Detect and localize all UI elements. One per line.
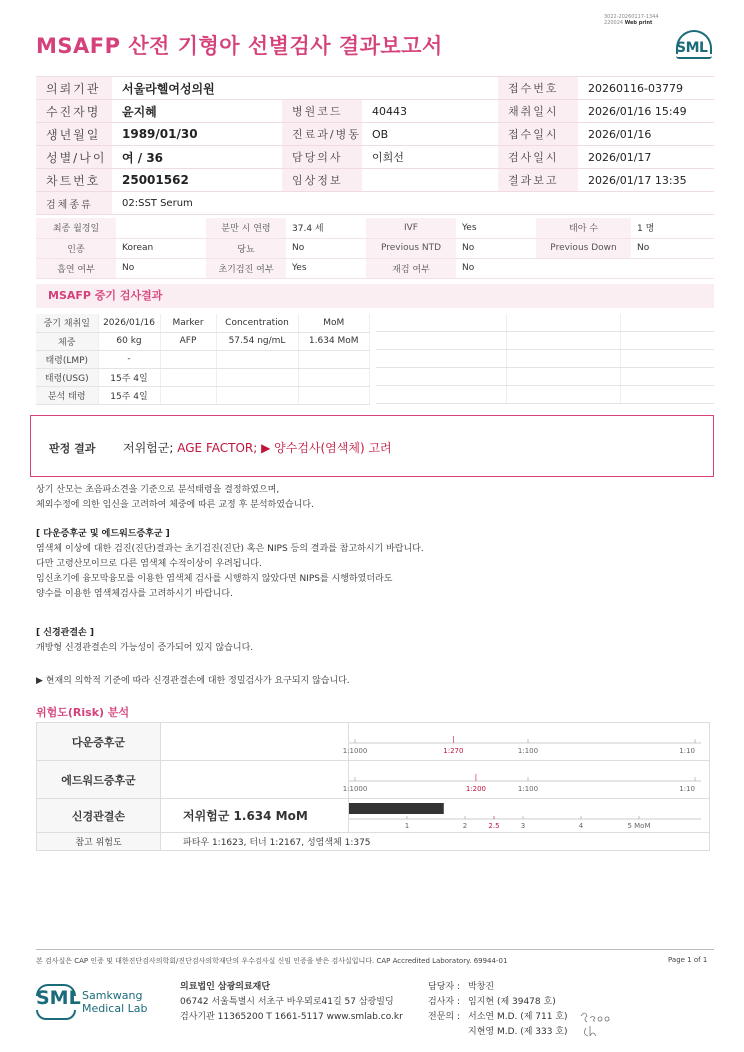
clinical-label: 초기검진 여부 — [206, 258, 286, 278]
specimen-row: 검체종류 02:SST Serum — [36, 192, 714, 215]
mid-cell — [298, 368, 370, 386]
clinical-label: 태아 수 — [536, 218, 631, 238]
risk-row-down: 다운증후군 1:1000 1:270 1:100 1:10 — [37, 723, 710, 761]
info-cell: 1989/01/30 — [112, 123, 282, 146]
clinical-label: 인종 — [36, 238, 116, 258]
staff-name: 박창진 — [468, 982, 495, 992]
mid-cell — [216, 350, 298, 368]
print-code: 3022-20260117-1344 220024 Web print — [604, 14, 659, 26]
clinical-value — [116, 218, 206, 238]
clinical-value: No — [456, 258, 536, 278]
mid-row — [36, 386, 370, 404]
scale-tick-label: 4 — [578, 822, 584, 830]
info-cell: 서울라헬여성의원 — [112, 77, 498, 100]
clinical-label: 재검 여부 — [366, 258, 456, 278]
mid-row — [36, 332, 370, 350]
mid-cell — [216, 386, 298, 404]
mid-cell — [298, 350, 370, 368]
risk-title: 위험도(Risk) 분석 — [36, 706, 130, 719]
clinical-label: Previous Down — [536, 238, 631, 258]
samkwang-logo-icon: SML Samkwang Medical Lab — [36, 984, 156, 1024]
risk-row-ntd: 신경관결손 저위험군 1.634 MoM 1 2 2.5 3 4 5 MoM — [37, 799, 710, 833]
info-cell: 생년월일 — [36, 123, 112, 146]
info-cell: 검사일시 — [498, 146, 578, 169]
clinical-value: 37.4 세 — [286, 218, 366, 238]
staff-line — [428, 995, 568, 1010]
mid-cell: 60 kg — [98, 332, 160, 350]
info-cell: 2026/01/16 15:49 — [578, 100, 714, 123]
clinical-value — [631, 258, 714, 278]
clinical-value: No — [456, 238, 536, 258]
footer-divider — [36, 949, 714, 950]
down-risk-scale — [342, 723, 709, 757]
mid-cell: AFP — [160, 332, 216, 350]
mid-result-blank-grid — [376, 314, 714, 404]
mid-result-table — [36, 314, 370, 405]
clinical-label: 분만 시 연령 — [206, 218, 286, 238]
clinical-label: 최종 월경일 — [36, 218, 116, 238]
note-paragraph-3: [ 신경관결손 ] 개방형 신경관결손의 가능성이 증가되어 있지 않습니다. — [36, 628, 254, 653]
info-cell: OB — [362, 123, 498, 146]
info-cell: 담당의사 — [282, 146, 362, 169]
info-cell: 진료과/병동 — [282, 123, 362, 146]
mid-row — [36, 368, 370, 386]
info-cell: 결과보고 — [498, 169, 578, 192]
edwards-risk-scale — [342, 761, 709, 795]
verdict-box — [30, 415, 714, 477]
mid-cell: 체중 — [36, 332, 98, 350]
mid-cell — [160, 368, 216, 386]
info-cell: 2026/01/16 — [578, 123, 714, 146]
mid-cell: 태령(LMP) — [36, 350, 98, 368]
risk-row-edwards: 에드워드증후군 1:1000 1:200 1:100 1:10 — [37, 761, 710, 799]
clinical-value: 1 명 — [631, 218, 714, 238]
mid-cell: Concentration — [216, 314, 298, 332]
clinical-value: Yes — [456, 218, 536, 238]
mid-cell: 15주 4일 — [98, 386, 160, 404]
mid-cell: 15주 4일 — [98, 368, 160, 386]
info-cell: 의뢰기관 — [36, 77, 112, 100]
info-cell: 채취일시 — [498, 100, 578, 123]
info-cell: 25001562 — [112, 169, 282, 192]
staff-role: 전문의 : — [428, 1012, 460, 1022]
patient-info-table — [36, 76, 714, 215]
signature-icon — [578, 1008, 618, 1040]
scale-tick-label: 1:1000 — [342, 747, 368, 755]
info-cell: 병원코드 — [282, 100, 362, 123]
clinical-label — [536, 258, 631, 278]
scale-tick-label: 3 — [520, 822, 526, 830]
mid-row — [36, 314, 370, 332]
clinical-label: 흡연 여부 — [36, 258, 116, 278]
scale-tick-label: 1 — [404, 822, 410, 830]
staff-role: 검사자 : — [428, 997, 460, 1007]
mid-cell: 2026/01/16 — [98, 314, 160, 332]
info-cell: 접수번호 — [498, 77, 578, 100]
info-row — [36, 100, 714, 123]
info-cell: 차트번호 — [36, 169, 112, 192]
verdict-label: 판정 결과 — [49, 442, 96, 455]
risk-row-ref: 참고 위험도 파타우 1:1623, 터너 1:2167, 성염색체 1:375 — [37, 833, 710, 851]
staff-line — [428, 980, 568, 995]
info-cell: 2026/01/17 — [578, 146, 714, 169]
clinical-value: No — [631, 238, 714, 258]
clinical-label: IVF — [366, 218, 456, 238]
clinical-row — [36, 218, 714, 238]
mom-bar — [349, 803, 444, 814]
staff-line — [428, 1025, 568, 1040]
org-info: 의료법인 삼광의료재단 06742 서울특별시 서초구 바우뫼로41길 57 삼광빌딩 검사기관 11365200 T 1661-5117 www.smlab.co.kr — [180, 982, 403, 1022]
mid-cell: 중기 채취일 — [36, 314, 98, 332]
scale-tick-label: 1:100 — [517, 785, 539, 793]
staff-role: 담당자 : — [428, 982, 460, 992]
staff-line — [428, 1010, 568, 1025]
clinical-row — [36, 238, 714, 258]
ntd-mom-scale — [349, 799, 709, 829]
scale-tick-label: 1:10 — [679, 785, 695, 793]
mid-cell: 분석 태령 — [36, 386, 98, 404]
report-title: MSAFP 산전 기형아 선별검사 결과보고서 — [36, 34, 443, 58]
mid-cell — [160, 350, 216, 368]
note-paragraph-4: ▶ 현재의 의학적 기준에 따라 신경관결손에 대한 정밀검사가 요구되지 않습니다. — [36, 676, 350, 686]
info-row — [36, 77, 714, 100]
scale-tick-label: 2 — [462, 822, 468, 830]
clinical-info-table — [36, 218, 714, 279]
info-cell — [362, 169, 498, 192]
scale-tick-label: 1:1000 — [342, 785, 368, 793]
scale-tick-label: 5 MoM — [627, 822, 651, 830]
info-cell: 수진자명 — [36, 100, 112, 123]
info-row — [36, 123, 714, 146]
staff-name: 임지현 (제 39478 호) — [468, 997, 556, 1007]
verdict-value: 저위험군; AGE FACTOR; ▶ 양수검사(염색체) 고려 — [123, 441, 392, 455]
staff-name: 서소연 M.D. (제 711 호) — [468, 1012, 568, 1022]
scale-tick-label: 1:200 — [465, 785, 487, 793]
mid-cell: MoM — [298, 314, 370, 332]
clinical-label: 당뇨 — [206, 238, 286, 258]
mid-cell — [216, 368, 298, 386]
risk-table — [36, 722, 710, 851]
info-cell: 접수일시 — [498, 123, 578, 146]
clinical-value: Yes — [286, 258, 366, 278]
info-cell: 여 / 36 — [112, 146, 282, 169]
info-row — [36, 146, 714, 169]
clinical-value: No — [116, 258, 206, 278]
page-number: Page 1 of 1 — [668, 956, 708, 964]
mid-cell: 57.54 ng/mL — [216, 332, 298, 350]
clinical-value: Korean — [116, 238, 206, 258]
sml-logo-icon: SML — [674, 30, 714, 60]
staff-info — [428, 980, 568, 1040]
mid-cell: - — [98, 350, 160, 368]
note-paragraph-1: 상기 산모는 초음파소견을 기준으로 분석태령을 결정하였으며, 체외수정에 의한 임신을 고려하여 체중에 따른 교정 후 분석하였습니다. — [36, 485, 314, 510]
info-cell: 20260116-03779 — [578, 77, 714, 100]
info-row — [36, 169, 714, 192]
scale-tick-label: 1:100 — [517, 747, 539, 755]
info-cell: 임상정보 — [282, 169, 362, 192]
scale-tick-label: 1:10 — [679, 747, 695, 755]
info-cell: 윤지혜 — [112, 100, 282, 123]
mid-cell — [298, 386, 370, 404]
accreditation-note: 본 검사실은 CAP 인증 및 대한진단검사의학회/진단검사의학재단의 우수검사실 신임 인증을 받은 검사실입니다. CAP Accredited Laboratory. 69944-01 — [36, 957, 508, 965]
info-cell: 2026/01/17 13:35 — [578, 169, 714, 192]
mid-section-title: MSAFP 중기 검사결과 — [36, 284, 714, 308]
info-cell: 이희선 — [362, 146, 498, 169]
clinical-row — [36, 258, 714, 278]
mid-cell: Marker — [160, 314, 216, 332]
mid-row — [36, 350, 370, 368]
note-paragraph-2: [ 다운증후군 및 에드워드증후군 ] 염색체 이상에 대한 검진(진단)결과는 초기검진(진단) 혹은 NIPS 등의 결과를 참고하시기 바랍니다. 다만 고령산모이므로 다른 염색체 수적이상이 우려됩니다. 임신초기에 융모막융모를 이용한 염색체 검사를 시행하지 않았다면 NIPS를 시행하였더라도 양수를 이용한 염색체검사를 고려하시기 바랍니다. — [36, 529, 424, 599]
mid-cell: 1.634 MoM — [298, 332, 370, 350]
clinical-label: Previous NTD — [366, 238, 456, 258]
staff-name: 지현영 M.D. (제 333 호) — [468, 1027, 568, 1037]
info-cell: 40443 — [362, 100, 498, 123]
info-cell: 성별/나이 — [36, 146, 112, 169]
scale-tick-label: 2.5 — [488, 822, 500, 830]
mid-cell — [160, 386, 216, 404]
mid-cell: 태령(USG) — [36, 368, 98, 386]
scale-tick-label: 1:270 — [443, 747, 464, 755]
clinical-value: No — [286, 238, 366, 258]
